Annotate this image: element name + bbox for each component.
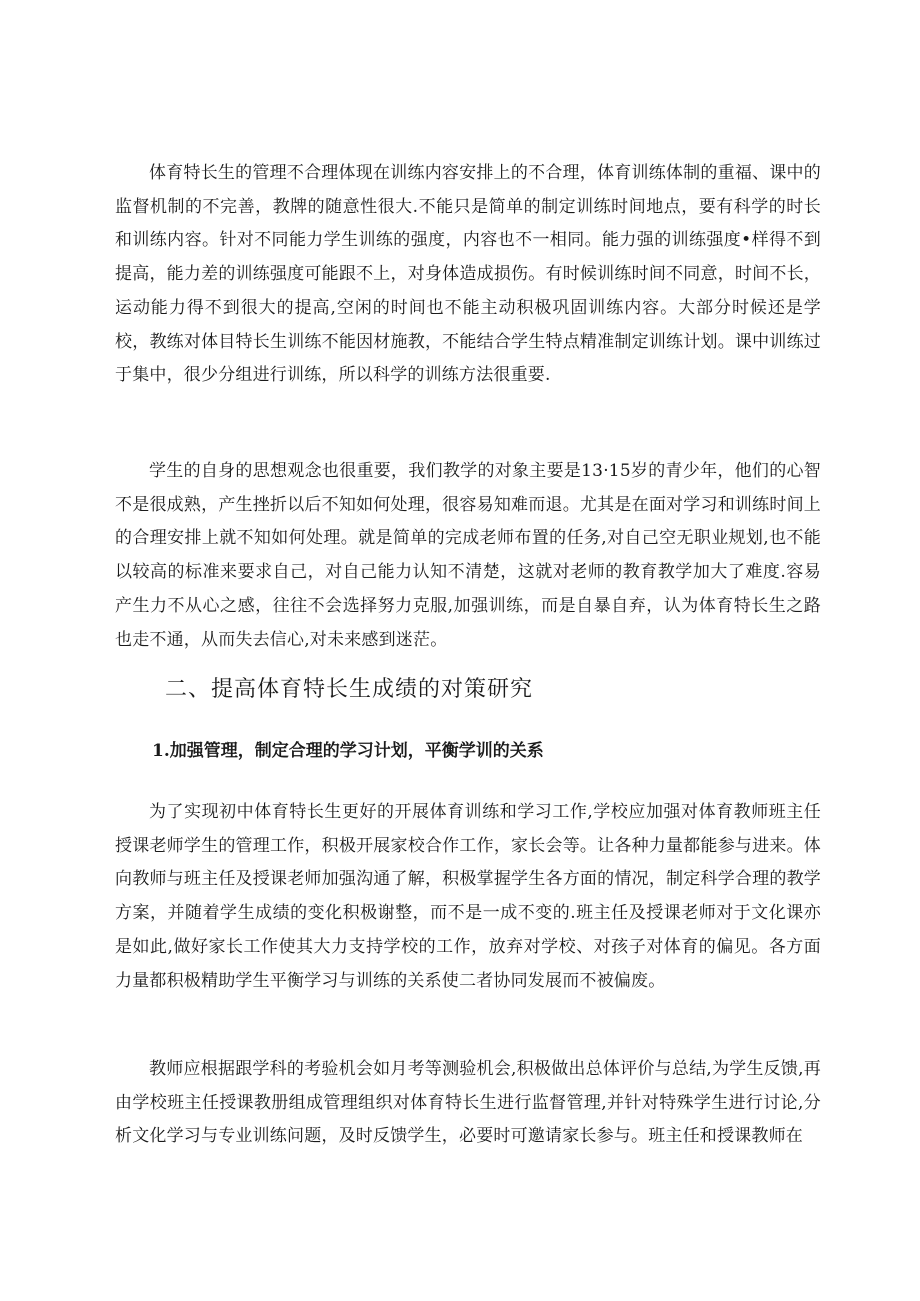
body-paragraph: 为了实现初中体育特长生更好的开展体育训练和学习工作,学校应加强对体育教师班主任授课老师学生的管理工作，积极开展家校合作工作，家长会等。让各种力量都能参与进来。体向教师与班主任及授课老师加强沟通了解，积极掌握学生各方面的情况，制定科学合理的教学方案，并随着学生成绩的变化积极谢整，而不是一成不变的.班主任及授课老师对于文化课亦是如此,做好家长工作使其大力支持学校的工作，放弃对学校、对孩子对体育的偏见。各方面力量都积极精助学生平衡学习与训练的关系使二者协同发展而不被偏废。 bbox=[115, 802, 821, 991]
body-paragraph: 学生的自身的思想观念也很重要，我们教学的对象主要是13·15岁的青少年，他们的心智不是很成熟，产生挫折以后不知如何处理，很容易知难而退。尤其是在面对学习和训练时间上的合理安排上就不知如何处理。就是简单的完成老师布置的任务,对自己空无职业规划,也不能以较高的标准来要求自己，对自己能力认知不清楚，这就对老师的教育教学加大了难度.容易产生力不从心之感，往往不会选择努力克服,加强训练，而是自暴自弃，认为体育特长生之路也走不通，从而失去信心,对未来感到迷茫。 bbox=[115, 461, 821, 650]
body-paragraph: 体育特长生的管理不合理体现在训练内容安排上的不合理，体育训练体制的重福、课中的监督机制的不完善，教牌的随意性很大.不能只是简单的制定训练时间地点，要有科学的时长和训练内容。针对不同能力学生训练的强度，内容也不一相同。能力强的训练强度•样得不到提高，能力差的训练强度可能跟不上，对身体造成损伤。有时候训练时间不同意，时间不长，运动能力得不到很大的提高,空闲的时间也不能主动积极巩固训练内容。大部分时候还是学校，教练对体目特长生训练不能因材施教，不能结合学生特点精准制定训练计划。课中训练过于集中，很少分组进行训练，所以科学的训练方法很重要. bbox=[115, 163, 821, 386]
body-paragraph: 教师应根据跟学科的考验机会如月考等测验机会,积极做出总体评价与总结,为学生反馈,再由学校班主任授课教册组成管理组织对体育特长生进行监督管理,并针对特殊学生进行讨论,分析文化学习与专业训练问题，及时反馈学生，必要时可邀请家长参与。班主任和授课教师在 bbox=[115, 1059, 821, 1147]
subsection-heading: 1.加强管理，制定合理的学习计划，平衡学训的关系 bbox=[152, 741, 544, 761]
section-heading: 二、提高体育特长生成绩的对策研究 bbox=[165, 677, 534, 702]
